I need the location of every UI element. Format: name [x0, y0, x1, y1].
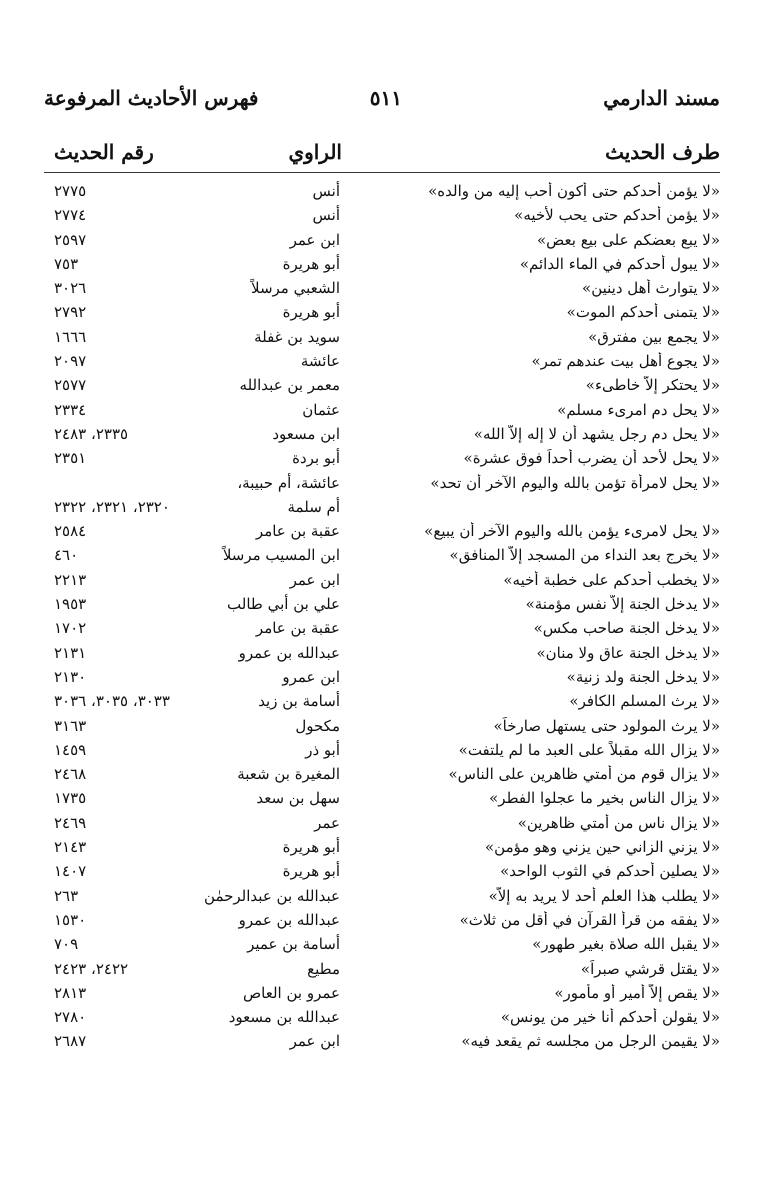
table-row	[44, 520, 720, 544]
narrator-text: الشعبي مرسلاً	[251, 279, 340, 298]
hadith-text: «لا يبول أحدكم في الماء الدائم»	[519, 254, 720, 273]
hadith-text: «لا يقيمن الرجل من مجلسه ثم يقعد فيه»	[461, 1032, 720, 1051]
narrator-text: عقبة بن عامر	[255, 619, 340, 638]
hadith-text: «لا يدخل الجنة عاق ولا منان»	[536, 643, 720, 662]
hadith-number: ٢٠٩٧	[54, 352, 87, 371]
hadith-text: «لا يتمنى أحدكم الموت»	[566, 303, 720, 322]
hadith-number: ٢٣٣٥، ٢٤٨٣	[54, 424, 129, 443]
hadith-number: ٢٥٧٧	[54, 376, 87, 395]
hadith-text: «لا يجوع أهل بيت عندهم تمر»	[531, 352, 720, 371]
hadith-text: «لا يحل دم امرىء مسلم»	[557, 400, 720, 419]
hadith-number: ٢٤٦٩	[54, 813, 87, 832]
table-row	[44, 447, 720, 471]
hadith-text: «لا يزال الناس بخير ما عجلوا الفطر»	[489, 789, 720, 808]
narrator-text: علي بن أبي طالب	[227, 595, 340, 614]
hadith-number: ٢٤٦٨	[54, 765, 87, 784]
table-row	[44, 544, 720, 568]
narrator-text: أبو هريرة	[282, 838, 340, 857]
hadith-number: ٢٥٨٤	[54, 522, 87, 541]
narrator-text: ابن عمر	[289, 230, 340, 249]
narrator-text: ابن عمرو	[282, 667, 340, 686]
page-number: ٥١١	[369, 86, 402, 110]
hadith-text: «لا يقص إلاّ أمير أو مأمور»	[554, 983, 720, 1002]
narrator-text: أبو ذر	[305, 740, 340, 759]
narrator-text: عمرو بن العاص	[243, 983, 340, 1002]
table-row	[44, 301, 720, 325]
narrator-text: ابن عمر	[289, 570, 340, 589]
hadith-number: ١٧٣٥	[54, 789, 87, 808]
narrator-text: عقبة بن عامر	[255, 522, 340, 541]
hadith-text: «لا يحل لامرأة تؤمن بالله واليوم الآخر أن تحد»	[430, 473, 720, 492]
hadith-number: ١٧٠٢	[54, 619, 87, 638]
narrator-text: عثمان	[302, 400, 340, 419]
hadith-number: ٢٦٣	[54, 886, 79, 905]
table-row	[44, 836, 720, 860]
hadith-number: ٢٧٧٤	[54, 206, 87, 225]
narrator-text: ابن مسعود	[272, 424, 340, 443]
hadith-number: ١٤٥٩	[54, 740, 87, 759]
table-row	[44, 642, 720, 666]
hadith-number: ٣١٦٣	[54, 716, 87, 735]
hadith-text: «لا يزال قوم من أمتي ظاهرين على الناس»	[448, 765, 720, 784]
hadith-text: «لا يجمع بين مفترق»	[588, 327, 720, 346]
table-row	[44, 399, 720, 423]
narrator-text: عبدالله بن عبدالرحمٰن	[204, 886, 340, 905]
hadith-text: «لا يزال ناس من أمتي ظاهرين»	[517, 813, 720, 832]
hadith-text: «لا يؤمن أحدكم حتى يحب لأخيه»	[514, 206, 720, 225]
hadith-text: «لا يرث المولود حتى يستهل صارخاً»	[493, 716, 720, 735]
hadith-text: «لا يدخل الجنة ولد زنية»	[566, 667, 720, 686]
table-row	[44, 715, 720, 739]
table-row	[44, 690, 720, 714]
narrator-text: ابن المسيب مرسلاً	[222, 546, 340, 565]
table-row	[44, 350, 720, 374]
hadith-text: «لا يرث المسلم الكافر»	[569, 692, 720, 711]
table-row	[44, 812, 720, 836]
hadith-number: ٢٧٩٢	[54, 303, 87, 322]
table-row	[44, 569, 720, 593]
hadith-number: ١٤٠٧	[54, 862, 87, 881]
narrator-text: عائشة	[300, 352, 340, 371]
narrator-text: أبو بردة	[292, 449, 340, 468]
hadith-number: ٢٦٨٧	[54, 1032, 87, 1051]
hadith-text: «لا يدخل الجنة إلاّ نفس مؤمنة»	[525, 595, 720, 614]
hadith-number: ٢٧٧٥	[54, 182, 87, 200]
narrator-text: سويد بن غفلة	[254, 327, 340, 346]
hadith-number: ٢١٣١	[54, 643, 87, 662]
hadith-text: «لا يخرج بعد النداء من المسجد إلاّ المنافق»	[449, 546, 720, 565]
column-hadith-label: طرف الحديث	[605, 140, 720, 164]
hadith-number: ٢٨١٣	[54, 983, 87, 1002]
hadith-text: «لا يقولن أحدكم أنا خير من يونس»	[500, 1008, 720, 1027]
table-row	[44, 277, 720, 301]
hadith-number: ٢٣٣٤	[54, 400, 87, 419]
table-row	[44, 763, 720, 787]
book-title: مسند الدارمي	[603, 86, 720, 110]
table-row	[44, 860, 720, 884]
table-row	[44, 374, 720, 398]
narrator-text: أبو هريرة	[282, 254, 340, 273]
table-row	[44, 982, 720, 1006]
hadith-text: «لا يزال الله مقبلاً على العبد ما لم يلتفت»	[458, 740, 720, 759]
hadith-text: «لا يحل لأحد أن يضرب أحداً فوق عشرة»	[463, 449, 720, 468]
narrator-text: ابن عمر	[289, 1032, 340, 1051]
hadith-number: ١٦٦٦	[54, 327, 87, 346]
hadith-number: ٢٥٩٧	[54, 230, 87, 249]
hadith-text: «لا يحتكر إلاّ خاطىء»	[585, 376, 720, 395]
hadith-number: ٣٠٣٣، ٣٠٣٥، ٣٠٣٦	[54, 692, 170, 711]
hadith-number: ٢٣٥١	[54, 449, 87, 468]
column-number-label: رقم الحديث	[54, 140, 154, 164]
narrator-text: سهل بن سعد	[256, 789, 340, 808]
narrator-text: أم سلمة	[287, 497, 340, 516]
hadith-text: «لا يقبل الله صلاة بغير طهور»	[532, 935, 720, 954]
narrator-text: أسامة بن زيد	[258, 692, 340, 711]
table-row	[44, 666, 720, 690]
hadith-number: ٢٣٢٠، ٢٣٢١، ٢٣٢٢	[54, 497, 170, 516]
narrator-text: عائشة، أم حبيبة،	[237, 473, 340, 492]
narrator-text: أبو هريرة	[282, 862, 340, 881]
narrator-text: أبو هريرة	[282, 303, 340, 322]
hadith-number: ٢١٣٠	[54, 667, 87, 686]
column-header	[44, 140, 720, 173]
hadith-number: ٢٧٨٠	[54, 1008, 87, 1027]
narrator-text: مكحول	[295, 716, 340, 735]
table-row	[44, 933, 720, 957]
page-header	[44, 86, 720, 116]
table-row	[44, 787, 720, 811]
hadith-text: «لا يقتل قرشي صبراً»	[580, 959, 720, 978]
hadith-number: ٢٤٢٢، ٢٤٢٣	[54, 959, 129, 978]
table-row	[44, 472, 720, 496]
narrator-text: عبدالله بن عمرو	[238, 910, 340, 929]
table-row	[44, 739, 720, 763]
table-row	[44, 1006, 720, 1030]
narrator-text: أسامة بن عمير	[247, 935, 340, 954]
table-row	[44, 496, 720, 520]
hadith-text: «لا يحل دم رجل يشهد أن لا إله إلاّ الله»	[473, 424, 720, 443]
narrator-text: مطيع	[307, 959, 340, 978]
hadith-number: ٧٠٩	[54, 935, 79, 954]
hadith-text: «لا يؤمن أحدكم حتى أكون أحب إليه من والده»	[428, 182, 720, 200]
narrator-text: المغيرة بن شعبة	[237, 765, 340, 784]
narrator-text: عبدالله بن عمرو	[238, 643, 340, 662]
table-row	[44, 593, 720, 617]
table-row	[44, 204, 720, 228]
table-row	[44, 958, 720, 982]
table-row	[44, 1030, 720, 1054]
hadith-text: «لا يطلب هذا العلم أحد لا يريد به إلاّ»	[488, 886, 720, 905]
narrator-text: أنس	[312, 182, 340, 200]
hadith-text: «لا يزني الزاني حين يزني وهو مؤمن»	[485, 838, 720, 857]
hadith-number: ٤٦٠	[54, 546, 79, 565]
table-row	[44, 229, 720, 253]
narrator-text: عمر	[314, 813, 340, 832]
hadith-text: «لا يبع بعضكم على بيع بعض»	[536, 230, 720, 249]
table-row	[44, 326, 720, 350]
table-row	[44, 617, 720, 641]
narrator-text: عبدالله بن مسعود	[228, 1008, 340, 1027]
hadith-text: «لا يفقه من قرأ القرآن في أقل من ثلاث»	[459, 910, 720, 929]
hadith-text: «لا يدخل الجنة صاحب مكس»	[533, 619, 720, 638]
table-row	[44, 909, 720, 933]
hadith-number: ١٩٥٣	[54, 595, 87, 614]
section-title: فهرس الأحاديث المرفوعة	[44, 86, 259, 110]
hadith-index-table	[44, 180, 720, 1055]
column-narrator-label: الراوي	[288, 140, 342, 164]
table-row	[44, 180, 720, 204]
hadith-text: «لا يتوارث أهل دينين»	[582, 279, 720, 298]
hadith-number: ٢٢١٣	[54, 570, 87, 589]
narrator-text: أنس	[312, 206, 340, 225]
table-row	[44, 885, 720, 909]
table-row	[44, 423, 720, 447]
hadith-number: ٧٥٣	[54, 254, 79, 273]
hadith-number: ٢١٤٣	[54, 838, 87, 857]
hadith-number: ١٥٣٠	[54, 910, 87, 929]
hadith-text: «لا يحل لامرىء يؤمن بالله واليوم الآخر أن يبيع»	[424, 522, 720, 541]
hadith-text: «لا يخطب أحدكم على خطبة أخيه»	[503, 570, 720, 589]
hadith-number: ٣٠٢٦	[54, 279, 87, 298]
narrator-text: معمر بن عبدالله	[239, 376, 340, 395]
table-row	[44, 253, 720, 277]
hadith-text: «لا يصلين أحدكم في الثوب الواحد»	[500, 862, 720, 881]
